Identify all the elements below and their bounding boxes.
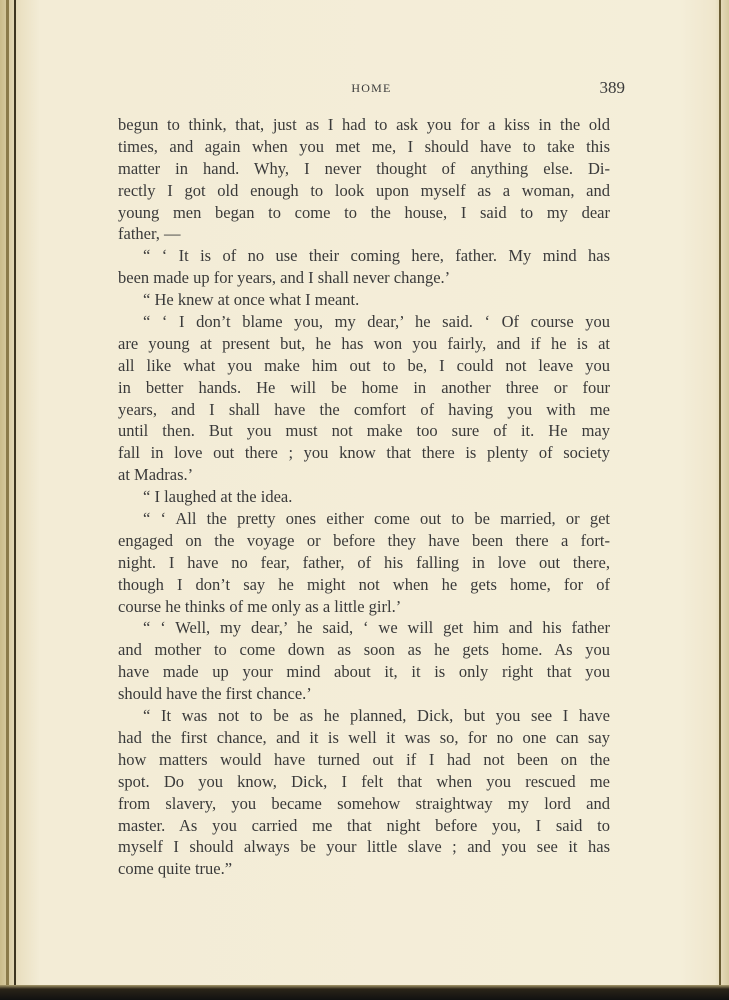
text-line: fall in love out there ; you know that there is plenty of society — [118, 443, 610, 463]
text-line: master. As you carried me that night before you, I said to — [118, 815, 610, 835]
text-line: from slavery, you became somehow straightway my lord and — [118, 793, 610, 813]
text-body — [118, 114, 610, 880]
text-line: father, — — [118, 224, 181, 244]
text-line: matter in hand. Why, I never thought of anything else. Di- — [118, 158, 610, 178]
text-line: in better hands. He will be home in another three or four — [118, 377, 610, 397]
text-line: how matters would have turned out if I had not been on the — [118, 749, 610, 769]
text-line: “ ‘ I don’t blame you, my dear,’ he said. ‘ Of course you — [143, 312, 610, 332]
text-line: “ He knew at once what I meant. — [143, 290, 360, 310]
text-line: though I don’t say he might not when he gets home, for of — [118, 574, 610, 594]
text-line: are young at present but, he has won you fairly, and if he is at — [118, 333, 610, 353]
text-line: begun to think, that, just as I had to ask you for a kiss in the old — [118, 115, 610, 134]
text-line: should have the first chance.’ — [118, 684, 312, 704]
text-line: been made up for years, and I shall never change.’ — [118, 268, 451, 288]
text-line: “ It was not to be as he planned, Dick, but you see I have — [143, 706, 610, 726]
text-line: “ ‘ Well, my dear,’ he said, ‘ we will get him and his father — [143, 618, 610, 638]
text-line: times, and again when you met me, I should have to take this — [118, 136, 610, 156]
binding-edge-line — [6, 0, 9, 1000]
running-title: HOME — [351, 81, 392, 95]
text-line: rectly I got old enough to look upon myself as a woman, and — [118, 180, 610, 200]
page-edge-line — [719, 0, 721, 1000]
text-line: myself I should always be your little slave ; and you see it has — [118, 837, 610, 857]
running-head — [118, 77, 625, 99]
scan-bottom-edge — [0, 985, 729, 1000]
text-line: all like what you make him out to be, I could not leave you — [118, 355, 610, 375]
text-line: until then. But you must not make too sure of it. He may — [118, 421, 610, 441]
text-line: engaged on the voyage or before they have been there a fort- — [118, 530, 610, 550]
text-line: young men began to come to the house, I said to my dear — [118, 202, 610, 222]
text-line: night. I have no fear, father, of his falling in love out there, — [118, 552, 610, 572]
text-line: “ ‘ All the pretty ones either come out to be married, or get — [143, 509, 610, 529]
text-line: at Madras.’ — [118, 465, 194, 485]
text-line: “ I laughed at the idea. — [143, 487, 293, 507]
text-line: and mother to come down as soon as he gets home. As you — [118, 640, 610, 660]
text-line: come quite true.” — [118, 859, 233, 879]
text-line: years, and I shall have the comfort of having you with me — [118, 399, 610, 419]
text-line: spot. Do you know, Dick, I felt that when you rescued me — [118, 771, 610, 791]
text-line: have made up your mind about it, it is only right that you — [118, 662, 610, 682]
binding-edge-line — [14, 0, 16, 1000]
text-line: had the first chance, and it is well it was so, for no one can say — [118, 727, 610, 747]
text-line: “ ‘ It is of no use their coming here, father. My mind has — [143, 246, 610, 266]
page-number: 389 — [599, 78, 625, 97]
text-line: course he thinks of me only as a little girl.’ — [118, 596, 402, 616]
